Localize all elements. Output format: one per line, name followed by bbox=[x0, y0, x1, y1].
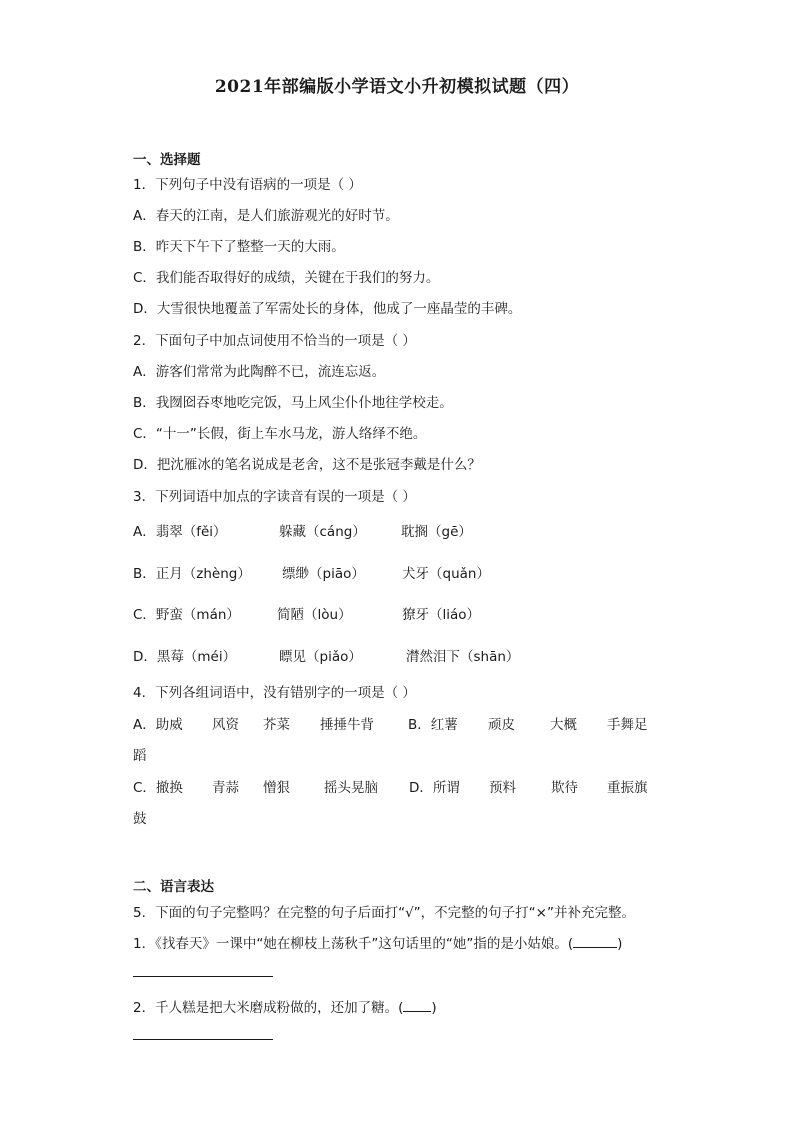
sentence-1-close: ) bbox=[617, 936, 623, 952]
question-5-sentence-1 bbox=[133, 932, 622, 952]
question-4-word: 顽皮 bbox=[488, 717, 515, 733]
question-4-word: 大概 bbox=[550, 717, 577, 733]
page-title: 2021年部编版小学语文小升初模拟试题（四） bbox=[214, 77, 580, 97]
question-4-word: 预料 bbox=[489, 780, 516, 796]
sentence-2-close: ) bbox=[431, 1000, 437, 1016]
question-1-option-b: B．昨天下午下了整整一天的大雨。 bbox=[133, 239, 345, 255]
answer-line-1[interactable] bbox=[133, 976, 273, 977]
question-2-option-d: D．把沈雁冰的笔名说成是老舍，这不是张冠李戴是什么？ bbox=[133, 457, 481, 473]
question-4-word: 手舞足 bbox=[607, 717, 648, 733]
section-heading-expression: 二、语言表达 bbox=[133, 879, 214, 895]
question-2-option-c: C．“十一”长假，街上车水马龙，游人络绎不绝。 bbox=[133, 426, 427, 442]
question-2-option-b: B．我囫囵吞枣地吃完饭，马上风尘仆仆地往学校走。 bbox=[133, 395, 453, 411]
section-heading-choice: 一、选择题 bbox=[133, 152, 201, 168]
question-2-option-a: A．游客们常常为此陶醉不已，流连忘返。 bbox=[133, 364, 386, 380]
question-4-word: 风资 bbox=[212, 717, 239, 733]
question-3-item: 缥缈（piāo） bbox=[282, 566, 365, 582]
sentence-2-text: 2．千人糕是把大米磨成粉做的，还加了糖。( bbox=[133, 1000, 404, 1016]
question-4-word: B．红薯 bbox=[408, 717, 458, 733]
question-4-word: 芥菜 bbox=[263, 717, 290, 733]
question-1-option-a: A．春天的江南，是人们旅游观光的好时节。 bbox=[133, 208, 399, 224]
question-3-item: 獠牙（liáo） bbox=[402, 607, 481, 623]
question-4-row-1-wrap: 蹈 bbox=[133, 748, 147, 764]
question-4-word: 青蒜 bbox=[212, 780, 239, 796]
question-3-item: 瞟见（piǎo） bbox=[279, 649, 362, 665]
answer-blank-1[interactable] bbox=[573, 933, 617, 948]
question-3-item: 潸然泪下（shān） bbox=[406, 649, 520, 665]
question-4-word: 重振旗 bbox=[607, 780, 648, 796]
question-4-word: 憎狠 bbox=[263, 780, 290, 796]
answer-blank-2[interactable] bbox=[403, 997, 431, 1012]
question-5-stem: 5．下面的句子完整吗？在完整的句子后面打“√”，不完整的句子打“×”并补充完整。 bbox=[133, 905, 635, 921]
question-4-word: 摇头晃脑 bbox=[324, 780, 378, 796]
question-4-word: 捶捶牛背 bbox=[320, 717, 374, 733]
question-2-stem: 2．下面句子中加点词使用不恰当的一项是（ ） bbox=[133, 333, 416, 349]
question-4-word: 欺待 bbox=[551, 780, 578, 796]
question-4-word: D．所谓 bbox=[409, 780, 460, 796]
question-4-word: A．助威 bbox=[133, 717, 183, 733]
question-3-item: 躲藏（cáng） bbox=[279, 524, 366, 540]
question-3-item: B．正月（zhèng） bbox=[133, 566, 251, 582]
question-5-sentence-2 bbox=[133, 996, 437, 1016]
question-1-stem: 1．下列句子中没有语病的一项是（ ） bbox=[133, 177, 362, 193]
question-3-item: C．野蛮（mán） bbox=[133, 607, 240, 623]
sentence-1-text: 1．《找春天》一课中“她在柳枝上荡秋千”这句话里的“她”指的是小姑娘。( bbox=[133, 936, 574, 952]
question-4-row-2-wrap: 鼓 bbox=[133, 811, 147, 827]
question-3-item: 耽搁（gē） bbox=[401, 524, 472, 540]
question-1-option-d: D．大雪很快地覆盖了军需处长的身体，他成了一座晶莹的丰碑。 bbox=[133, 301, 522, 317]
question-3-item: A．翡翠（fěi） bbox=[133, 524, 227, 540]
question-1-option-c: C．我们能否取得好的成绩，关键在于我们的努力。 bbox=[133, 270, 440, 286]
question-4-word: C．撤换 bbox=[133, 780, 183, 796]
answer-line-2[interactable] bbox=[133, 1039, 273, 1040]
question-3-item: 简陋（lòu） bbox=[277, 607, 352, 623]
question-3-item: 犬牙（quǎn） bbox=[402, 566, 490, 582]
question-3-item: D．黑莓（méi） bbox=[133, 649, 237, 665]
question-3-stem: 3．下列词语中加点的字读音有误的一项是（ ） bbox=[133, 489, 416, 505]
question-4-stem: 4．下列各组词语中，没有错别字的一项是（ ） bbox=[133, 685, 416, 701]
